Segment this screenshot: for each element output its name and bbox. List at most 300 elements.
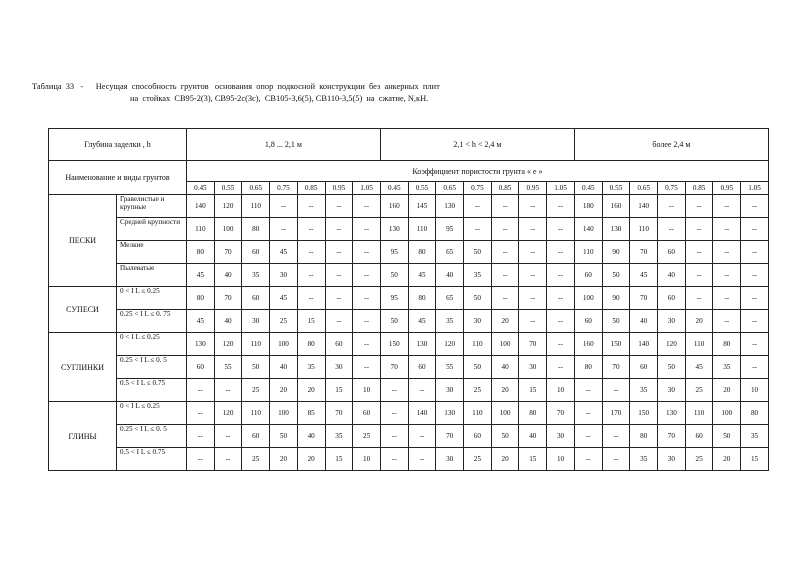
capacity-value: 50 <box>270 425 298 448</box>
capacity-value: 45 <box>630 264 658 287</box>
capacity-value: -- <box>325 218 353 241</box>
capacity-value: 30 <box>270 264 298 287</box>
capacity-value: 10 <box>547 448 575 471</box>
depth-range-2: 2,1 < h < 2,4 м <box>380 129 574 161</box>
porosity-value: 0.45 <box>187 182 215 195</box>
capacity-value: 95 <box>380 287 408 310</box>
capacity-value: -- <box>519 241 547 264</box>
capacity-value: 35 <box>630 448 658 471</box>
capacity-value: 140 <box>408 402 436 425</box>
capacity-value: 140 <box>187 195 215 218</box>
capacity-value: 50 <box>380 264 408 287</box>
capacity-value: -- <box>353 287 381 310</box>
capacity-value: 100 <box>270 402 298 425</box>
capacity-value: 100 <box>491 402 519 425</box>
capacity-value: 40 <box>658 264 686 287</box>
capacity-value: 65 <box>436 287 464 310</box>
capacity-value: 25 <box>685 448 713 471</box>
capacity-value: 50 <box>713 425 741 448</box>
capacity-value: 20 <box>297 379 325 402</box>
capacity-value: 40 <box>214 310 242 333</box>
capacity-value: 120 <box>214 333 242 356</box>
table-row <box>49 218 769 241</box>
capacity-value: -- <box>491 287 519 310</box>
soil-subtype: Средней крупности <box>117 218 187 241</box>
capacity-value: 130 <box>658 402 686 425</box>
capacity-value: -- <box>519 218 547 241</box>
capacity-value: -- <box>519 195 547 218</box>
capacity-value: -- <box>602 448 630 471</box>
capacity-value: 110 <box>242 402 270 425</box>
capacity-value: 30 <box>464 310 492 333</box>
capacity-value: -- <box>325 310 353 333</box>
depth-range-1: 1,8 ... 2,1 м <box>187 129 381 161</box>
soil-label: Наименование и виды грунтов <box>49 161 187 195</box>
soil-subtype: 0.25 < I L ≤ 0. 5 <box>117 425 187 448</box>
capacity-value: -- <box>297 241 325 264</box>
capacity-value: -- <box>353 241 381 264</box>
capacity-value: -- <box>519 310 547 333</box>
soil-subtype: 0 < I L ≤ 0.25 <box>117 333 187 356</box>
porosity-value: 0.65 <box>630 182 658 195</box>
porosity-header-row <box>49 161 769 182</box>
capacity-value: 50 <box>602 264 630 287</box>
capacity-value: -- <box>519 287 547 310</box>
soil-group: ПЕСКИ <box>49 195 117 287</box>
soil-group: ГЛИНЫ <box>49 402 117 471</box>
capacity-value: -- <box>353 218 381 241</box>
capacity-value: 100 <box>214 218 242 241</box>
capacity-value: 25 <box>464 448 492 471</box>
capacity-value: 45 <box>408 310 436 333</box>
capacity-value: -- <box>741 241 769 264</box>
capacity-value: -- <box>297 287 325 310</box>
capacity-value: -- <box>353 310 381 333</box>
capacity-value: -- <box>187 448 215 471</box>
capacity-value: -- <box>547 310 575 333</box>
capacity-value: 45 <box>685 356 713 379</box>
depth-label: Глубина заделки , h <box>49 129 187 161</box>
capacity-value: 60 <box>630 356 658 379</box>
soil-subtype: 0 < I L ≤ 0.25 <box>117 287 187 310</box>
capacity-value: 160 <box>574 333 602 356</box>
capacity-value: 55 <box>436 356 464 379</box>
capacity-value: 20 <box>713 379 741 402</box>
porosity-value: 0.85 <box>297 182 325 195</box>
capacity-value: 60 <box>574 264 602 287</box>
soil-subtype: Мелкие <box>117 241 187 264</box>
soil-group: СУГЛИНКИ <box>49 333 117 402</box>
soil-subtype: Пылеватые <box>117 264 187 287</box>
capacity-value: 30 <box>436 379 464 402</box>
capacity-value: 35 <box>741 425 769 448</box>
table-row <box>49 264 769 287</box>
capacity-value: -- <box>353 264 381 287</box>
capacity-value: 40 <box>491 356 519 379</box>
porosity-value: 0.75 <box>270 182 298 195</box>
capacity-value: 70 <box>214 241 242 264</box>
porosity-label: Коэффициент пористости грунта « е » <box>187 161 769 182</box>
capacity-value: 40 <box>630 310 658 333</box>
capacity-value: -- <box>270 195 298 218</box>
capacity-value: -- <box>602 379 630 402</box>
capacity-value: 80 <box>574 356 602 379</box>
capacity-value: 70 <box>519 333 547 356</box>
capacity-value: 110 <box>242 195 270 218</box>
capacity-value: 50 <box>491 425 519 448</box>
capacity-value: 120 <box>436 333 464 356</box>
capacity-value: 80 <box>519 402 547 425</box>
porosity-value: 1.05 <box>547 182 575 195</box>
capacity-value: -- <box>713 195 741 218</box>
capacity-value: 110 <box>242 333 270 356</box>
capacity-value: -- <box>574 448 602 471</box>
table-row <box>49 448 769 471</box>
capacity-value: 60 <box>658 287 686 310</box>
capacity-value: -- <box>353 195 381 218</box>
capacity-value: -- <box>353 356 381 379</box>
capacity-value: -- <box>713 241 741 264</box>
capacity-value: -- <box>491 264 519 287</box>
capacity-value: -- <box>547 241 575 264</box>
capacity-value: -- <box>187 425 215 448</box>
capacity-value: 130 <box>380 218 408 241</box>
capacity-value: -- <box>325 241 353 264</box>
capacity-value: -- <box>574 402 602 425</box>
soil-subtype: 0 < I L ≤ 0.25 <box>117 402 187 425</box>
capacity-value: 100 <box>574 287 602 310</box>
capacity-value: 60 <box>242 287 270 310</box>
capacity-value: 40 <box>297 425 325 448</box>
capacity-value: -- <box>547 356 575 379</box>
porosity-value: 0.95 <box>713 182 741 195</box>
capacity-value: 120 <box>658 333 686 356</box>
capacity-value: 170 <box>602 402 630 425</box>
capacity-value: 70 <box>436 425 464 448</box>
capacity-value: 150 <box>630 402 658 425</box>
capacity-value: 25 <box>270 310 298 333</box>
capacity-value: 15 <box>741 448 769 471</box>
depth-range-3: более 2,4 м <box>574 129 768 161</box>
table-title <box>32 81 440 105</box>
capacity-value: -- <box>685 264 713 287</box>
capacity-value: -- <box>408 425 436 448</box>
capacity-value: -- <box>325 287 353 310</box>
capacity-value: -- <box>547 264 575 287</box>
capacity-value: -- <box>297 218 325 241</box>
capacity-value: 140 <box>630 333 658 356</box>
capacity-value: -- <box>547 195 575 218</box>
depth-header-row <box>49 129 769 161</box>
capacity-value: 50 <box>464 241 492 264</box>
capacity-value: 120 <box>214 402 242 425</box>
soil-subtype: 0.5 < I L ≤ 0.75 <box>117 379 187 402</box>
capacity-value: 35 <box>464 264 492 287</box>
capacity-value: -- <box>547 333 575 356</box>
capacity-value: -- <box>187 379 215 402</box>
capacity-value: 70 <box>214 287 242 310</box>
table-row <box>49 356 769 379</box>
soil-group: СУПЕСИ <box>49 287 117 333</box>
capacity-value: 35 <box>713 356 741 379</box>
soil-subtype: 0.5 < I L ≤ 0.75 <box>117 448 187 471</box>
porosity-value: 0.55 <box>214 182 242 195</box>
porosity-value: 0.75 <box>464 182 492 195</box>
capacity-value: 50 <box>658 356 686 379</box>
capacity-value: 110 <box>685 333 713 356</box>
capacity-value: 30 <box>325 356 353 379</box>
capacity-value: 25 <box>685 379 713 402</box>
capacity-value: 70 <box>630 287 658 310</box>
capacity-value: 130 <box>436 195 464 218</box>
capacity-value: -- <box>685 241 713 264</box>
table-row <box>49 241 769 264</box>
capacity-value: 60 <box>325 333 353 356</box>
capacity-value: 30 <box>658 310 686 333</box>
capacity-value: 160 <box>602 195 630 218</box>
porosity-value: 0.95 <box>519 182 547 195</box>
capacity-value: 20 <box>491 448 519 471</box>
capacity-value: 110 <box>464 402 492 425</box>
capacity-value: -- <box>380 425 408 448</box>
capacity-value: -- <box>658 218 686 241</box>
capacity-value: -- <box>325 264 353 287</box>
porosity-value: 0.55 <box>408 182 436 195</box>
capacity-value: 30 <box>519 356 547 379</box>
table-row <box>49 425 769 448</box>
soil-subtype: 0.25 < I L ≤ 0. 5 <box>117 356 187 379</box>
title-line-2: на стойках СВ95-2(3), СВ95-2с(3с), СВ105-3,6(5), СВ110-3,5(5) на сжатие, N,кН. <box>130 94 429 103</box>
capacity-value: -- <box>741 264 769 287</box>
table-row <box>49 402 769 425</box>
capacity-value: -- <box>685 287 713 310</box>
capacity-value: 50 <box>602 310 630 333</box>
capacity-value: 50 <box>464 356 492 379</box>
capacity-value: 30 <box>547 425 575 448</box>
capacity-value: 140 <box>630 195 658 218</box>
capacity-value: 10 <box>741 379 769 402</box>
capacity-value: 20 <box>270 448 298 471</box>
capacity-value: 60 <box>353 402 381 425</box>
capacity-value: 35 <box>630 379 658 402</box>
capacity-value: 100 <box>491 333 519 356</box>
capacity-value: 80 <box>408 287 436 310</box>
capacity-value: 40 <box>519 425 547 448</box>
capacity-value: -- <box>519 264 547 287</box>
capacity-value: 50 <box>242 356 270 379</box>
capacity-value: -- <box>214 379 242 402</box>
capacity-value: 130 <box>436 402 464 425</box>
capacity-value: 120 <box>214 195 242 218</box>
capacity-value: 15 <box>297 310 325 333</box>
capacity-value: 15 <box>519 379 547 402</box>
table-row <box>49 195 769 218</box>
capacity-value: -- <box>325 195 353 218</box>
capacity-value: -- <box>547 218 575 241</box>
capacity-value: 95 <box>380 241 408 264</box>
capacity-value: 95 <box>436 218 464 241</box>
capacity-value: -- <box>741 310 769 333</box>
capacity-value: 85 <box>297 402 325 425</box>
porosity-value: 0.45 <box>380 182 408 195</box>
capacity-value: -- <box>353 333 381 356</box>
capacity-value: 130 <box>602 218 630 241</box>
capacity-value: 45 <box>270 287 298 310</box>
capacity-value: 110 <box>630 218 658 241</box>
table-row <box>49 310 769 333</box>
capacity-value: 80 <box>297 333 325 356</box>
capacity-value: 60 <box>408 356 436 379</box>
capacity-value: 25 <box>242 379 270 402</box>
capacity-value: -- <box>187 402 215 425</box>
capacity-value: 25 <box>353 425 381 448</box>
capacity-value: -- <box>214 448 242 471</box>
capacity-value: -- <box>713 310 741 333</box>
capacity-value: 100 <box>713 402 741 425</box>
capacity-value: 145 <box>408 195 436 218</box>
capacity-value: 35 <box>436 310 464 333</box>
capacity-value: 10 <box>353 448 381 471</box>
capacity-value: -- <box>380 402 408 425</box>
capacity-value: 10 <box>353 379 381 402</box>
capacity-value: 70 <box>380 356 408 379</box>
capacity-value: 30 <box>436 448 464 471</box>
capacity-value: -- <box>408 379 436 402</box>
capacity-value: -- <box>602 425 630 448</box>
capacity-value: 50 <box>464 287 492 310</box>
capacity-value: -- <box>713 264 741 287</box>
capacity-value: 70 <box>325 402 353 425</box>
capacity-value: -- <box>741 218 769 241</box>
capacity-value: -- <box>464 195 492 218</box>
capacity-value: 45 <box>187 264 215 287</box>
porosity-value: 0.55 <box>602 182 630 195</box>
capacity-value: 80 <box>187 287 215 310</box>
capacity-value: 110 <box>685 402 713 425</box>
capacity-value: -- <box>270 218 298 241</box>
soil-subtype: 0.25 < I L ≤ 0. 75 <box>117 310 187 333</box>
capacity-value: 65 <box>436 241 464 264</box>
capacity-value: -- <box>741 333 769 356</box>
capacity-value: 150 <box>602 333 630 356</box>
capacity-value: -- <box>741 195 769 218</box>
capacity-value: -- <box>713 287 741 310</box>
porosity-value: 0.95 <box>325 182 353 195</box>
capacity-value: 110 <box>574 241 602 264</box>
capacity-value: 80 <box>242 218 270 241</box>
capacity-value: -- <box>491 218 519 241</box>
capacity-value: 130 <box>408 333 436 356</box>
capacity-value: 70 <box>602 356 630 379</box>
capacity-value: -- <box>685 218 713 241</box>
capacity-value: 20 <box>491 379 519 402</box>
bearing-capacity-table <box>48 128 769 471</box>
capacity-value: 20 <box>297 448 325 471</box>
capacity-value: -- <box>574 379 602 402</box>
title-line-1: Таблица 33 - Несущая способность грунтов основания опор подкосной конструкции без анкерных плит <box>32 82 440 91</box>
capacity-value: 140 <box>574 218 602 241</box>
capacity-value: 15 <box>325 379 353 402</box>
capacity-value: 30 <box>658 448 686 471</box>
capacity-value: 80 <box>630 425 658 448</box>
capacity-value: 40 <box>214 264 242 287</box>
table-row <box>49 287 769 310</box>
capacity-value: -- <box>713 218 741 241</box>
capacity-value: 25 <box>464 379 492 402</box>
capacity-value: -- <box>547 287 575 310</box>
capacity-value: 160 <box>380 195 408 218</box>
capacity-value: 35 <box>297 356 325 379</box>
capacity-value: 35 <box>325 425 353 448</box>
porosity-value: 0.85 <box>685 182 713 195</box>
capacity-value: 100 <box>270 333 298 356</box>
capacity-value: 80 <box>741 402 769 425</box>
capacity-value: 60 <box>464 425 492 448</box>
capacity-value: 15 <box>519 448 547 471</box>
table-row <box>49 379 769 402</box>
capacity-value: 110 <box>187 218 215 241</box>
capacity-value: -- <box>464 218 492 241</box>
capacity-value: -- <box>741 287 769 310</box>
porosity-value: 0.85 <box>491 182 519 195</box>
capacity-value: -- <box>214 425 242 448</box>
capacity-value: 80 <box>187 241 215 264</box>
capacity-value: 20 <box>491 310 519 333</box>
capacity-value: 25 <box>242 448 270 471</box>
porosity-value: 0.75 <box>658 182 686 195</box>
capacity-value: 55 <box>214 356 242 379</box>
capacity-value: 110 <box>408 218 436 241</box>
capacity-value: 35 <box>242 264 270 287</box>
capacity-value: 45 <box>408 264 436 287</box>
capacity-value: -- <box>297 264 325 287</box>
capacity-value: 110 <box>464 333 492 356</box>
capacity-value: -- <box>658 195 686 218</box>
capacity-value: -- <box>741 356 769 379</box>
capacity-value: -- <box>297 195 325 218</box>
porosity-value: 1.05 <box>353 182 381 195</box>
capacity-value: 20 <box>270 379 298 402</box>
capacity-value: 50 <box>380 310 408 333</box>
capacity-value: -- <box>380 448 408 471</box>
capacity-value: 80 <box>713 333 741 356</box>
capacity-value: 60 <box>242 425 270 448</box>
capacity-value: -- <box>685 195 713 218</box>
capacity-value: 20 <box>685 310 713 333</box>
capacity-value: 60 <box>658 241 686 264</box>
soil-subtype: Гравелистые и крупные <box>117 195 187 218</box>
capacity-value: 60 <box>187 356 215 379</box>
capacity-value: 70 <box>547 402 575 425</box>
capacity-value: 150 <box>380 333 408 356</box>
porosity-value: 0.65 <box>436 182 464 195</box>
capacity-value: 45 <box>270 241 298 264</box>
capacity-value: 180 <box>574 195 602 218</box>
capacity-value: 60 <box>242 241 270 264</box>
porosity-value: 0.45 <box>574 182 602 195</box>
capacity-value: 45 <box>187 310 215 333</box>
capacity-value: 10 <box>547 379 575 402</box>
capacity-value: 40 <box>270 356 298 379</box>
capacity-value: 80 <box>408 241 436 264</box>
porosity-value: 1.05 <box>741 182 769 195</box>
capacity-value: 30 <box>242 310 270 333</box>
capacity-value: -- <box>380 379 408 402</box>
capacity-value: 70 <box>630 241 658 264</box>
capacity-value: 60 <box>685 425 713 448</box>
capacity-value: 70 <box>658 425 686 448</box>
table-row <box>49 333 769 356</box>
